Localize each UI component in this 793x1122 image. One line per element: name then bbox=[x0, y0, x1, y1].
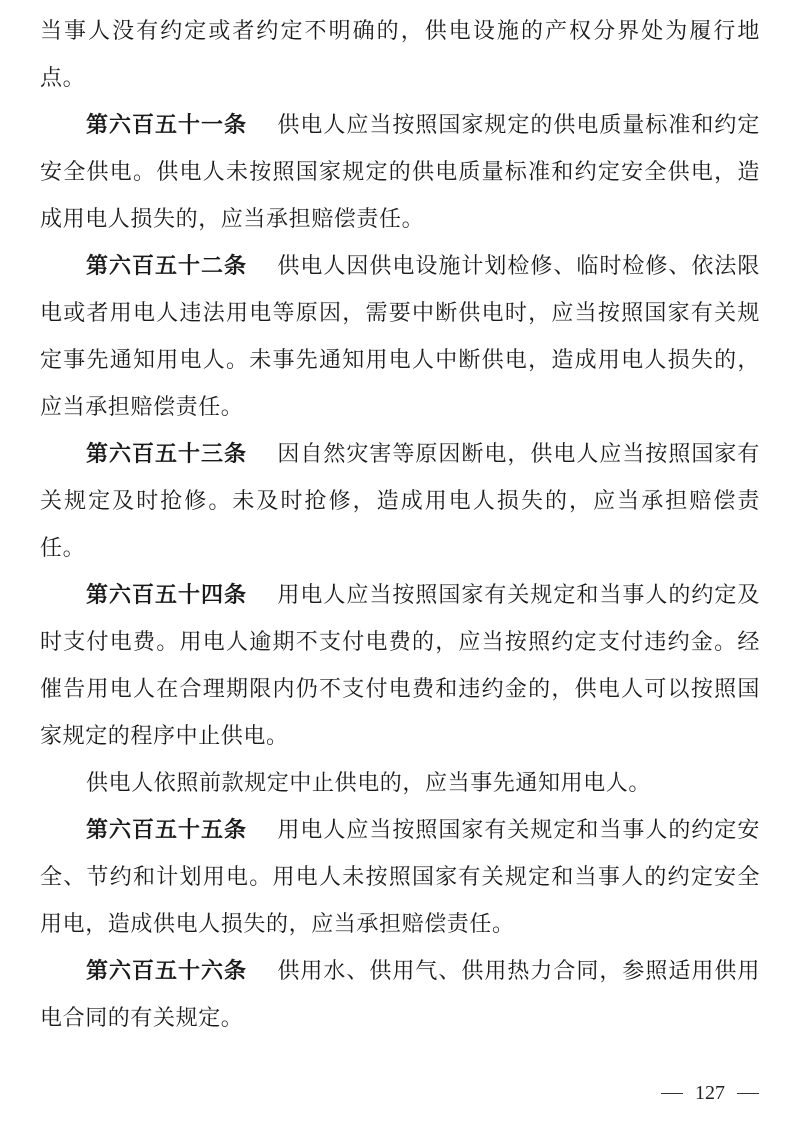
paragraph-text: 用电人应当按照国家有关规定和当事人的约定及时支付电费。用电人逾期不支付电费的，应当按照约定支付违约金。经催告用电人在合理期限内仍不支付电费和违约金的，供电人可以按照国家规定的程序中止供电。 bbox=[40, 583, 760, 749]
paragraph-article-654 bbox=[40, 572, 760, 760]
paragraph-article-651 bbox=[40, 102, 760, 243]
paragraph-text: 供电人因供电设施计划检修、临时检修、依法限电或者用电人违法用电等原因，需要中断供电时，应当按照国家有关规定事先通知用电人。未事先通知用电人中断供电，造成用电人损失的，应当承担赔偿责任。 bbox=[40, 254, 760, 420]
paragraph-article-653 bbox=[40, 431, 760, 572]
paragraph-text: 供电人应当按照国家规定的供电质量标准和约定安全供电。供电人未按照国家规定的供电质量标准和约定安全供电，造成用电人损失的，应当承担赔偿责任。 bbox=[40, 113, 760, 232]
page-number bbox=[661, 1082, 759, 1105]
article-number: 第六百五十六条 bbox=[86, 959, 247, 984]
paragraph-article-654-clause-2 bbox=[40, 760, 760, 807]
document-body bbox=[40, 8, 760, 1042]
article-number: 第六百五十五条 bbox=[86, 818, 247, 843]
paragraph-text: 用电人应当按照国家有关规定和当事人的约定安全、节约和计划用电。用电人未按照国家有关规定和当事人的约定安全用电，造成供电人损失的，应当承担赔偿责任。 bbox=[40, 818, 760, 937]
paragraph-text: 供电人依照前款规定中止供电的，应当事先通知用电人。 bbox=[86, 771, 652, 796]
paragraph-article-656 bbox=[40, 948, 760, 1042]
page-number-dash-left bbox=[661, 1093, 683, 1094]
paragraph-text: 供用水、供用气、供用热力合同，参照适用供用电合同的有关规定。 bbox=[40, 959, 760, 1031]
paragraph-article-655 bbox=[40, 807, 760, 948]
article-number: 第六百五十三条 bbox=[86, 442, 247, 467]
paragraph-continuation bbox=[40, 8, 760, 102]
page-number-value: 127 bbox=[695, 1082, 725, 1104]
paragraph-text: 当事人没有约定或者约定不明确的，供电设施的产权分界处为履行地点。 bbox=[40, 19, 760, 91]
page-number-dash-right bbox=[737, 1093, 759, 1094]
article-number: 第六百五十一条 bbox=[86, 113, 247, 138]
article-number: 第六百五十四条 bbox=[86, 583, 247, 608]
paragraph-text: 因自然灾害等原因断电，供电人应当按照国家有关规定及时抢修。未及时抢修，造成用电人损失的，应当承担赔偿责任。 bbox=[40, 442, 760, 561]
article-number: 第六百五十二条 bbox=[86, 254, 247, 279]
paragraph-article-652 bbox=[40, 243, 760, 431]
